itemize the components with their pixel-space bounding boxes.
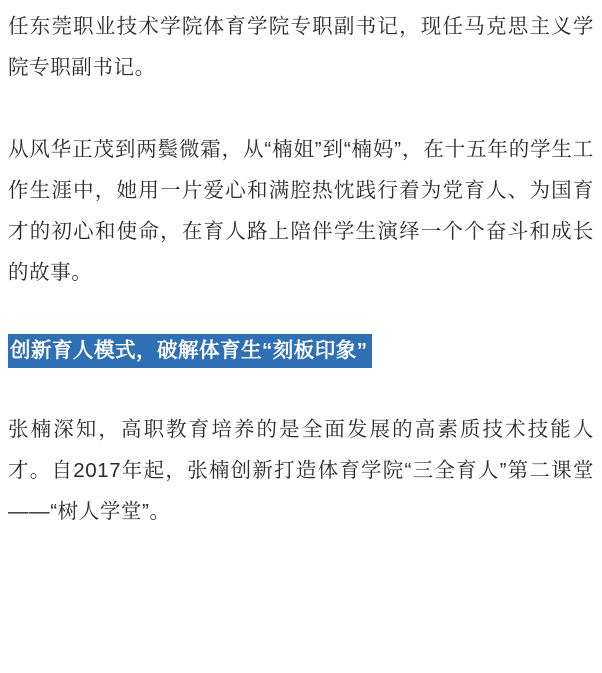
paragraph-1: 任东莞职业技术学院体育学院专职副书记，现任马克思主义学院专职副书记。 [8,15,594,79]
paragraph-spacer-3 [8,368,594,409]
section-heading [8,334,594,368]
paragraph-3: 张楠深知，高职教育培养的是全面发展的高素质技术技能人才。自2017年起，张楠创新打造体育学院“三全育人”第二课堂——“树人学堂”。 [8,418,594,523]
paragraph-spacer-1 [8,88,594,129]
section-heading-text: 创新育人模式，破解体育生“刻板印象” [8,334,372,368]
paragraph-2: 从风华正茂到两鬓微霜，从“楠姐”到“楠妈”，在十五年的学生工作生涯中，她用一片爱心和满腔热忱践行着为党育人、为国育才的初心和使命，在育人路上陪伴学生演绎一个个奋斗和成长的故事。 [8,138,594,284]
paragraph-spacer-2 [8,293,594,334]
